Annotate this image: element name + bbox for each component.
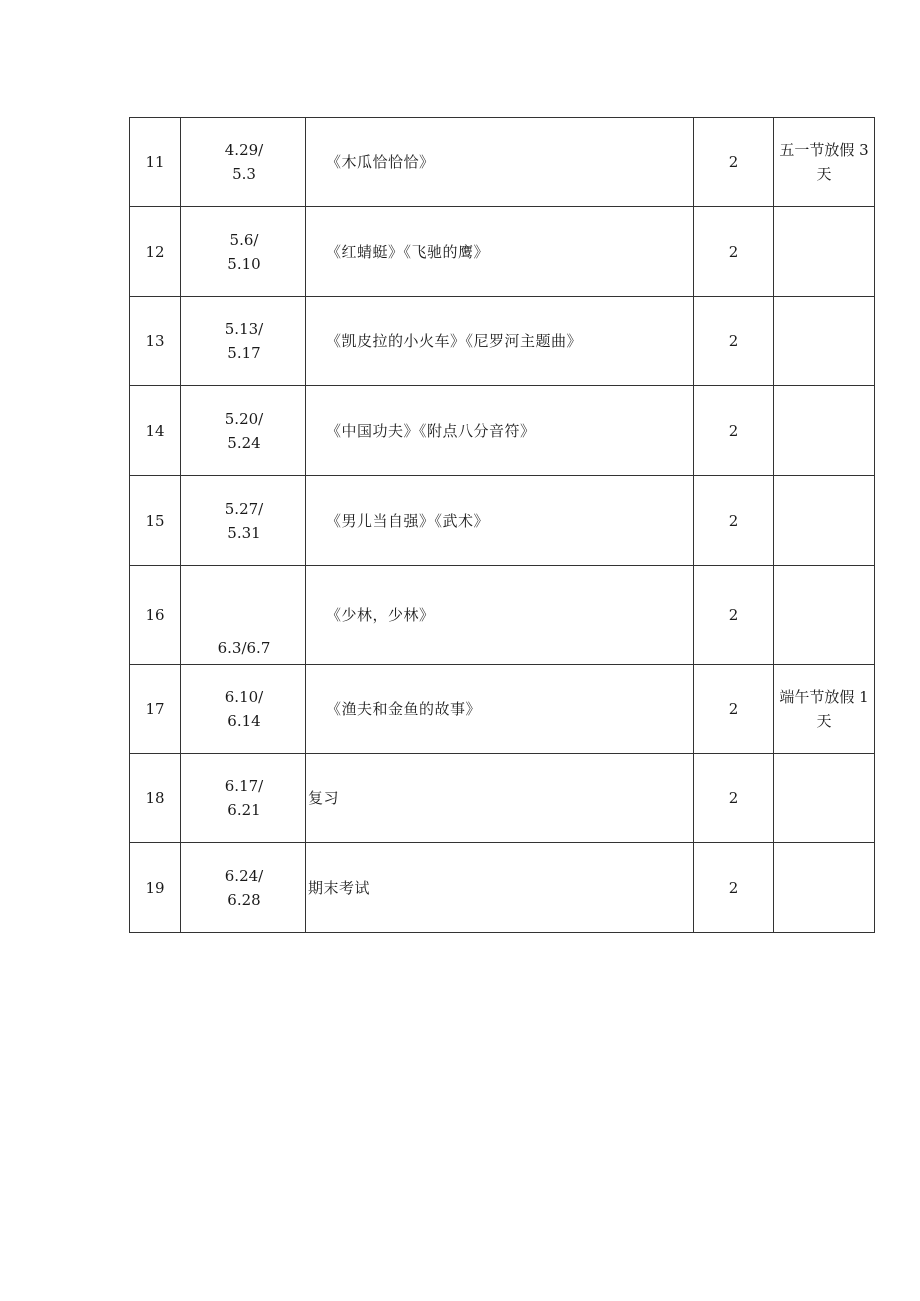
remark <box>774 754 875 843</box>
class-hours: 2 <box>694 297 774 386</box>
date-start: 5.13/ <box>224 320 264 338</box>
class-hours: 2 <box>694 386 774 476</box>
lesson-content <box>306 566 694 665</box>
remark <box>774 843 875 933</box>
lesson-title: 《中国功夫》《附点八分音符》 <box>326 421 536 440</box>
lesson-title: 期末考试 <box>308 878 371 897</box>
table-row <box>130 476 875 566</box>
date-start: 5.20/ <box>224 409 264 428</box>
date-range <box>181 118 306 207</box>
table-row <box>130 207 875 297</box>
table-row <box>130 118 875 207</box>
week-number: 11 <box>130 118 181 207</box>
date-start: 6.24/ <box>224 866 264 885</box>
date-start: 6.17/ <box>224 777 264 795</box>
week-number: 12 <box>130 207 181 297</box>
date-end: 5.3 <box>232 165 256 183</box>
table-row <box>130 566 875 665</box>
remark <box>774 566 875 665</box>
week-number: 14 <box>130 386 181 476</box>
week-number: 18 <box>130 754 181 843</box>
date-range <box>181 386 306 476</box>
lesson-title: 《木瓜恰恰恰》 <box>326 153 435 171</box>
date-range <box>181 665 306 754</box>
class-hours: 2 <box>694 476 774 566</box>
lesson-content <box>306 665 694 754</box>
table-row <box>130 754 875 843</box>
table-row <box>130 665 875 754</box>
date-start: 4.29/ <box>224 141 264 159</box>
date-start: 5.6/ <box>229 230 259 249</box>
lesson-content <box>306 386 694 476</box>
week-number: 16 <box>130 566 181 665</box>
date-end: 5.31 <box>227 523 261 542</box>
class-hours: 2 <box>694 665 774 754</box>
remark: 五一节放假 3 天 <box>774 118 875 207</box>
class-hours: 2 <box>694 207 774 297</box>
lesson-title: 《红蜻蜓》《飞驰的鹰》 <box>326 242 490 261</box>
class-hours: 2 <box>694 843 774 933</box>
date-range <box>181 843 306 933</box>
date-start: 5.27/ <box>224 499 264 518</box>
date-range <box>181 476 306 566</box>
remark <box>774 386 875 476</box>
date-end: 6.3/6.7 <box>217 639 271 657</box>
date-end: 6.28 <box>227 890 261 909</box>
lesson-content <box>306 476 694 566</box>
remark: 端午节放假 1 天 <box>774 665 875 754</box>
date-range <box>181 754 306 843</box>
class-hours: 2 <box>694 118 774 207</box>
remark <box>774 207 875 297</box>
lesson-title: 《男儿当自强》《武术》 <box>326 511 490 530</box>
date-end: 5.24 <box>227 433 261 452</box>
lesson-content <box>306 843 694 933</box>
lesson-title: 《凯皮拉的小火车》《尼罗河主题曲》 <box>326 332 583 350</box>
week-number: 15 <box>130 476 181 566</box>
table-row <box>130 386 875 476</box>
lesson-title: 《渔夫和金鱼的故事》 <box>326 700 482 718</box>
date-end: 6.21 <box>227 801 261 819</box>
remark <box>774 476 875 566</box>
date-start: 6.10/ <box>224 688 264 706</box>
week-number: 13 <box>130 297 181 386</box>
lesson-content <box>306 118 694 207</box>
lesson-content <box>306 297 694 386</box>
week-number: 19 <box>130 843 181 933</box>
class-hours: 2 <box>694 754 774 843</box>
date-range <box>181 566 306 665</box>
table-row <box>130 843 875 933</box>
class-hours: 2 <box>694 566 774 665</box>
date-end: 5.10 <box>227 254 261 273</box>
remark <box>774 297 875 386</box>
lesson-title: 《少林，少林》 <box>326 606 435 624</box>
teaching-schedule-table <box>129 117 875 933</box>
date-range <box>181 297 306 386</box>
lesson-title: 复习 <box>308 789 340 807</box>
table-row <box>130 297 875 386</box>
date-range <box>181 207 306 297</box>
lesson-content <box>306 754 694 843</box>
date-end: 6.14 <box>227 712 261 730</box>
date-end: 5.17 <box>227 344 261 362</box>
week-number: 17 <box>130 665 181 754</box>
lesson-content <box>306 207 694 297</box>
